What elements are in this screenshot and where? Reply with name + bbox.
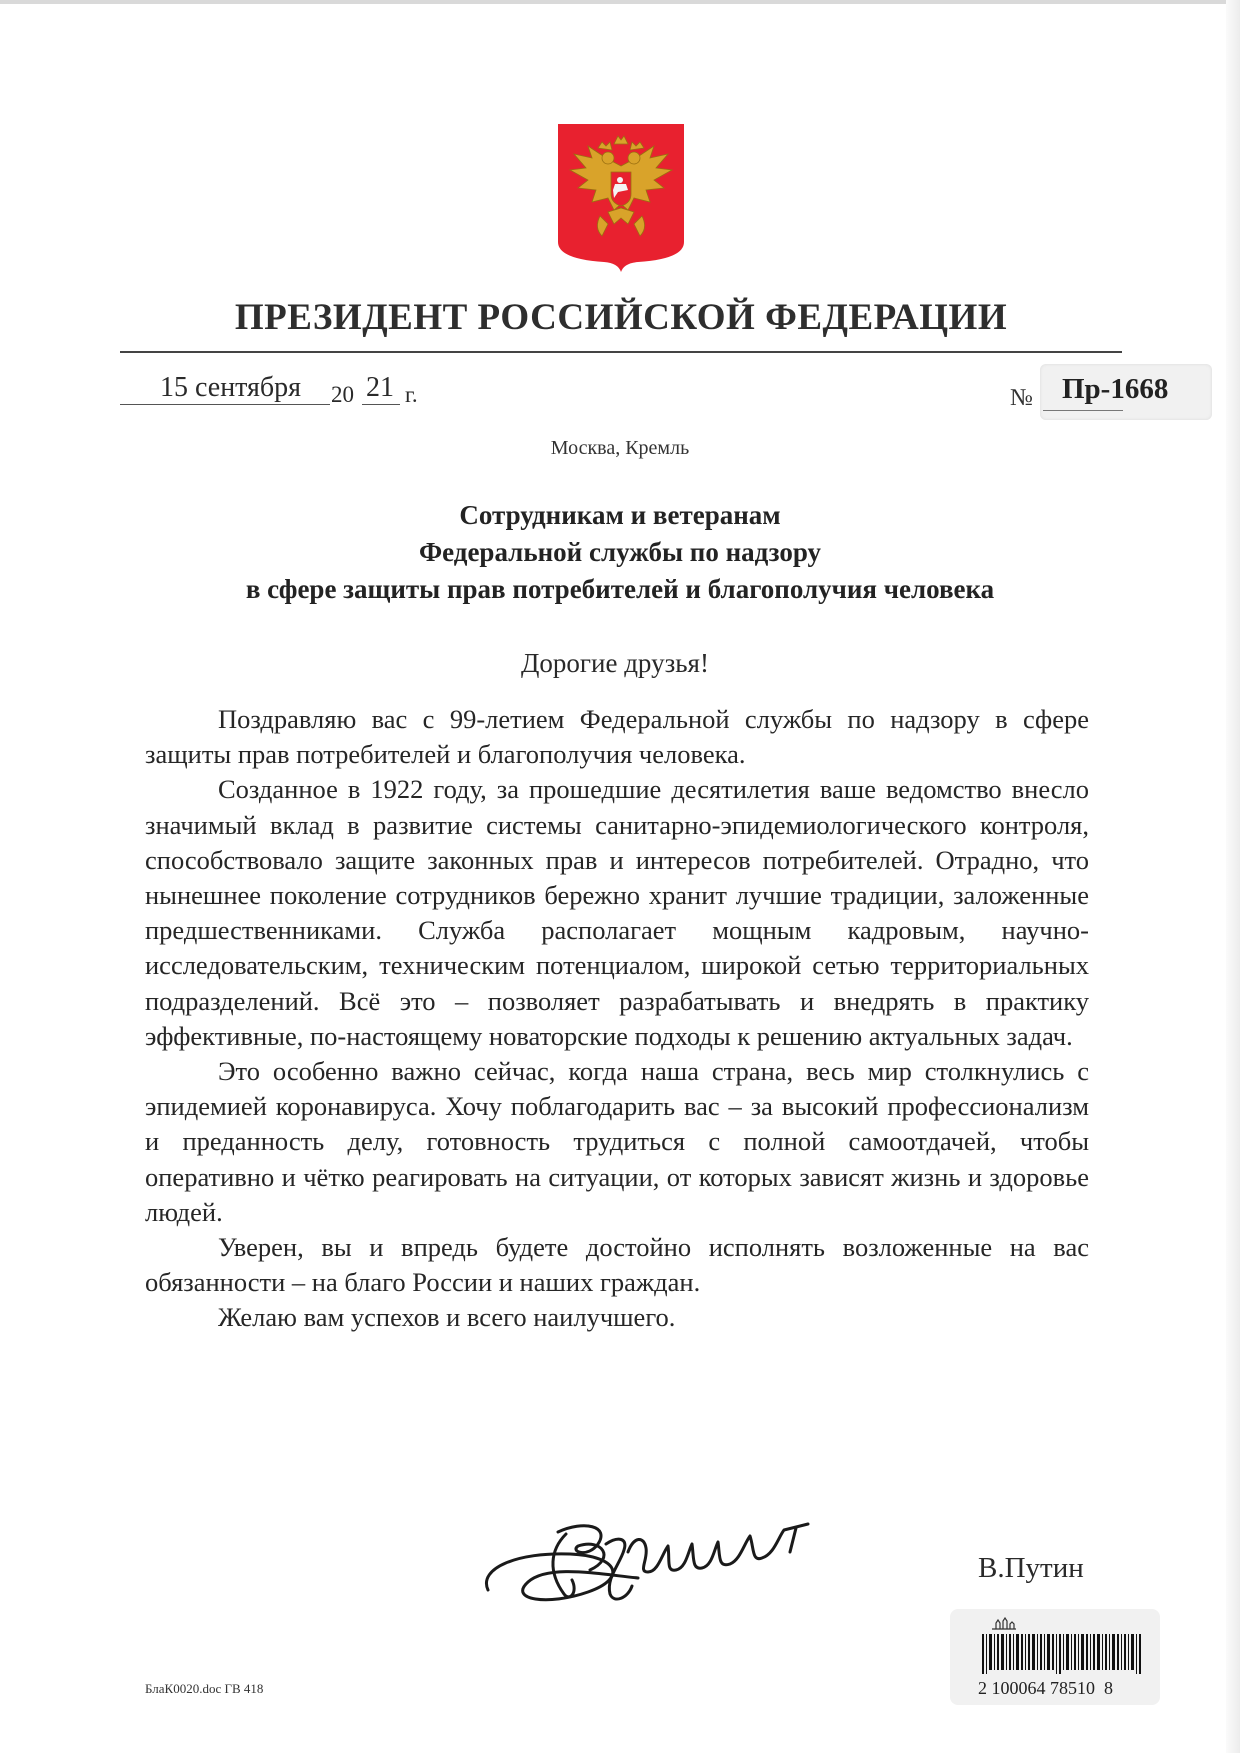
paragraph: Созданное в 1922 году, за прошедшие десятилетия ваше ведомство внесло значимый вклад в развитие системы санитарно-эпидемиологического контроля, способствовало защите законных прав и интересов потребителей. Отрадно, что нынешнее поколение сотрудников бережно хранит лучшие традиции, заложенные предшественниками. Служба располагает мощным кадровым, научно-исследовательским, техническим потенциалом, широкой сетью территориальных подразделений. Всё это – позволяет разрабатывать и внедрять в практику эффективные, по-настоящему новаторские подходы к решению актуальных задач. [145,774,1089,1051]
header-title: ПРЕЗИДЕНТ РОССИЙСКОЙ ФЕДЕРАЦИИ [234,297,1008,338]
paragraph: Желаю вам успехов и всего наилучшего. [218,1302,676,1333]
date-underline [120,404,330,405]
paragraph: Уверен, вы и впредь будете достойно исполнять возложенные на вас обязанности – на благо России и наших граждан. [145,1232,1089,1298]
date-century: 20 [331,382,354,407]
addressee-line: Сотрудникам и ветеранам [459,500,781,530]
kremlin-logo-icon [990,1617,1018,1631]
header-rule [120,351,1122,353]
handwritten-signature [478,1508,883,1606]
document-number-underline [1043,410,1123,411]
coat-of-arms-emblem [558,124,684,272]
year-underline [362,404,400,405]
addressee [120,497,1120,608]
barcode-bars [982,1634,1144,1674]
form-code: БлаК0020.doc ГВ 418 [145,1681,264,1696]
paragraph: Поздравляю вас с 99-летием Федеральной службы по надзору в сфере защиты прав потребителей и благополучия человека. [145,704,1089,770]
scan-edge-right [1226,0,1240,1753]
date-day-month: 15 сентября [160,372,302,403]
date-year: 21 [366,372,394,403]
document-number-label: № [1010,385,1033,411]
addressee-line: Федеральной службы по надзору [418,537,822,567]
date-suffix: г. [405,382,418,407]
place: Москва, Кремль [550,437,690,459]
addressee-line: в сфере защиты прав потребителей и благополучия человека [245,574,995,604]
signer-name: В.Путин [978,1552,1084,1584]
letter-body [145,702,1089,1336]
paragraph: Это особенно важно сейчас, когда наша страна, весь мир столкнулись с эпидемией коронавируса. Хочу поблагодарить вас – за высокий профессионализм и преданность делу, готовность трудиться с полной самоотдачей, чтобы оперативно и чётко реагировать на ситуации, от которых зависят жизнь и здоровье людей. [145,1056,1089,1227]
scan-edge-top [0,0,1240,4]
greeting: Дорогие друзья! [521,648,709,678]
document-number-value: Пр-1668 [1062,373,1169,405]
barcode-number: 2 100064 78510 8 [978,1678,1113,1698]
